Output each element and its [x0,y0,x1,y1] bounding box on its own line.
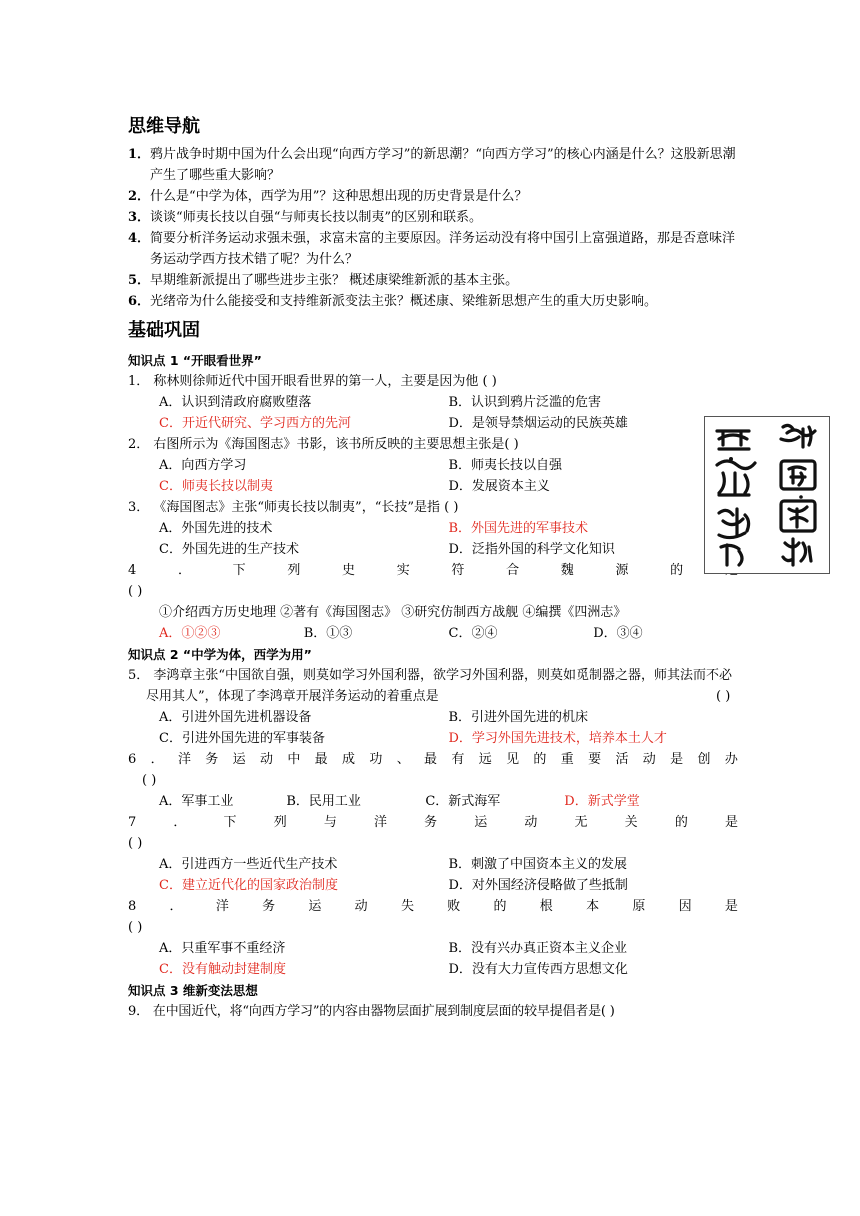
option-d: D．泛指外国的科学文化知识 [448,542,615,557]
options-row [128,875,738,896]
section-title-basic-consolidation: 基础巩固 [128,320,200,341]
option-d: D．发展资本主义 [448,479,550,494]
option-c-answer: C．开近代研究、学习西方的先河 [159,416,351,431]
option-a: A．军事工业 [159,794,234,809]
nav-item: 1． 鸦片战争时期中国为什么会出现“向西方学习”的新思潮？“向西方学习”的核心内涵是什么？这股新思潮产生了哪些重大影响？ [128,147,736,183]
options-row [128,728,738,749]
options-row [128,455,738,476]
question-stem: 3． 《海国图志》主张“师夷长技以制夷”，“长技”是指 ( ) [128,500,459,515]
options-row [128,938,738,959]
option-b: B．没有兴办真正资本主义企业 [448,941,628,956]
knowledge-point-heading: 知识点 1 “开眼看世界” [128,353,262,368]
option-a-answer: A．①②③ [159,626,221,641]
options-row [128,623,738,644]
knowledge-point-heading: 知识点 2 “中学为体，西学为用” [128,647,312,662]
option-a: A．引进西方一些近代生产技术 [159,857,338,872]
option-b: B．民用工业 [286,794,361,809]
option-c: C．外国先进的生产技术 [159,542,299,557]
options-row [128,539,738,560]
option-c-answer: C．师夷长技以制夷 [159,479,273,494]
option-c: C．新式海军 [425,794,501,809]
question-stem: 1． 称林则徐师近代中国开眼看世界的第一人，主要是因为他 ( ) [128,374,497,389]
option-c-answer: C．建立近代化的国家政治制度 [159,878,338,893]
section-title-thinking-navigation: 思维导航 [128,116,200,137]
option-d: D．③④ [593,626,643,641]
knowledge-point-heading: 知识点 3 维新变法思想 [128,983,258,998]
question-stem: 7 ． 下 列 与 洋 务 运 动 无 关 的 是 [128,815,738,830]
option-b: B．认识到鸦片泛滥的危害 [448,395,602,410]
option-b: B．师夷长技以自强 [448,458,563,473]
options-row [128,413,738,434]
answer-paren: ( ) [128,920,143,935]
option-a: A．认识到清政府腐败堕落 [159,395,312,410]
nav-item: 2． 什么是“中学为体，西学为用”？这种思想出现的历史背景是什么？ [128,189,528,204]
option-a: A．只重军事不重经济 [159,941,286,956]
nav-item: 6． 光绪帝为什么能接受和支持维新派变法主张？概述康、梁维新思想产生的重大历史影响。 [128,294,658,309]
question-stem: 4 ． 下 列 史 实 符 合 魏 源 的 [128,563,684,578]
question-stem: 6 ． 洋 务 运 动 中 最 成 功 、 最 有 远 见 的 重 要 活 动 是 创 办 [128,752,738,767]
options-row [128,791,738,812]
worksheet-page [128,110,738,1022]
option-d: D．没有大力宣传西方思想文化 [448,962,628,977]
nav-item: 5． 早期维新派提出了哪些进步主张？ 概述康梁维新派的基本主张。 [128,273,519,288]
nav-item: 3． 谈谈“师夷长技以自强“与师夷长技以制夷”的区别和联系。 [128,210,482,225]
nav-item: 4． 简要分析洋务运动求强未强，求富未富的主要原因。洋务运动没有将中国引上富强道路，那是否意味洋务运动学西方技术错了呢？为什么？ [128,231,736,267]
option-b-answer: B．外国先进的军事技术 [448,521,589,536]
options-row [128,707,738,728]
option-b: B．引进外国先进的机床 [448,710,589,725]
answer-paren: ( ) [128,584,143,599]
option-b: B．①③ [303,626,353,641]
options-row [128,959,738,980]
option-d: D．是领导禁烟运动的民族英雄 [448,416,628,431]
option-a: A．引进外国先进机器设备 [159,710,312,725]
options-row [128,392,738,413]
question-stem: 5． 李鸿章主张“中国欲自强，则莫如学习外国利器，欲学习外国利器，则莫如觅制器之器，师其法而不必尽用其人”，体现了李鸿章开展洋务运动的着重点是 ( ) [128,668,733,704]
nav-list [128,144,738,312]
option-c: C．引进外国先进的军事装备 [159,731,325,746]
options-row [128,518,738,539]
option-a: A．外国先进的技术 [159,521,273,536]
answer-paren: ( ) [142,773,157,788]
options-row [128,476,738,497]
question-stem: 8 ． 洋 务 运 动 失 败 的 根 本 原 因 是 [128,899,738,914]
option-d: D．对外国经济侵略做了些抵制 [448,878,628,893]
statement-items: ①介绍西方历史地理 ②著有《海国图志》 ③研究仿制西方战舰 ④编撰《四洲志》 [159,605,627,620]
options-row [128,854,738,875]
seal-script-title-graphic [705,417,829,573]
option-b: B．刺激了中国资本主义的发展 [448,857,628,872]
option-d-answer: D．新式学堂 [564,794,640,809]
option-a: A．向西方学习 [159,458,247,473]
option-c: C．②④ [448,626,498,641]
question-stem: 2． 右图所示为《海国图志》书影，该书所反映的主要思想主张是( ) [128,437,519,452]
question-stem: 9． 在中国近代，将“向西方学习”的内容由器物层面扩展到制度层面的较早提倡者是( ) [128,1004,615,1019]
option-c-answer: C．没有触动封建制度 [159,962,286,977]
book-cover-image [704,416,830,574]
answer-paren: ( ) [128,836,143,851]
option-d-answer: D．学习外国先进技术，培养本土人才 [448,731,667,746]
